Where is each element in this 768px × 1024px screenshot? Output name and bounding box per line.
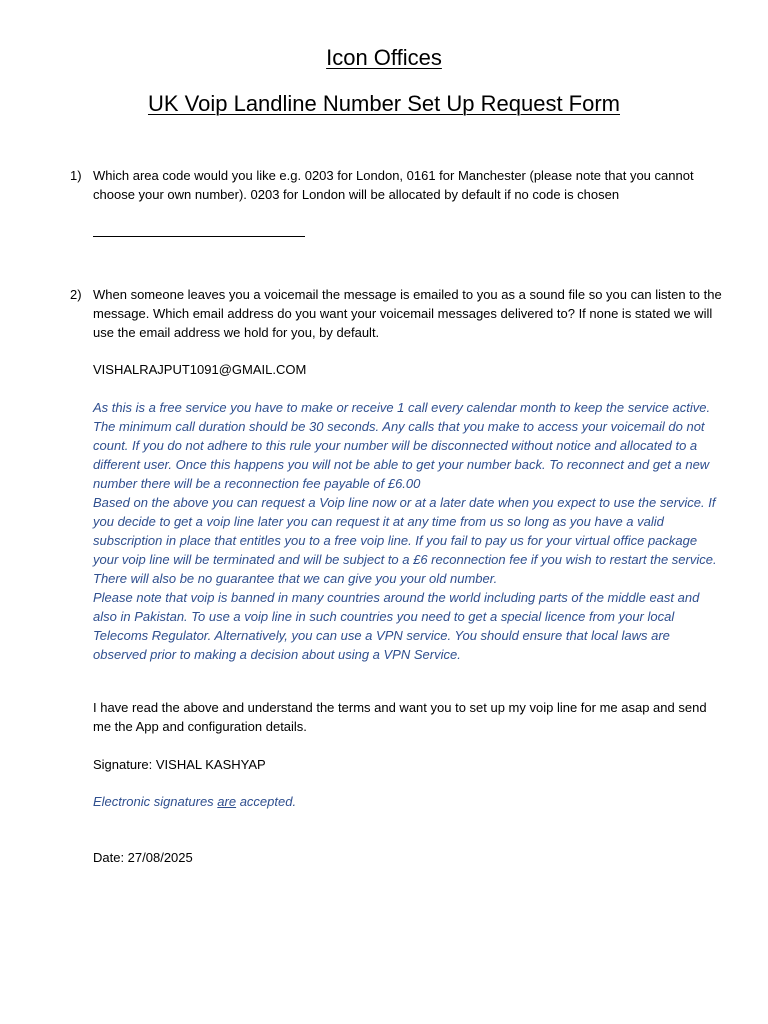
signature-line: Signature: VISHAL KASHYAP [93, 757, 266, 772]
question-text: Which area code would you like e.g. 0203 for London, 0161 for Manchester (please note that you cannot choose your own number). 0203 for London will be allocated by default if no code is chosen [93, 168, 694, 202]
question-number: 1) [70, 168, 82, 183]
question-number: 2) [70, 287, 82, 302]
agreement-statement: I have read the above and understand the terms and want you to set up my voip line for me asap and send me the App and configuration details. [93, 700, 707, 734]
question-text: When someone leaves you a voicemail the message is emailed to you as a sound file so you can listen to the message. Which email address do you want your voicemail messages delivered to? If none is stated we will use the email address we hold for you, by default. [93, 287, 722, 340]
electronic-signature-note [93, 792, 725, 811]
area-code-answer-line[interactable] [93, 236, 305, 237]
email-answer: VISHALRAJPUT1091@GMAIL.COM [93, 362, 307, 377]
date-line: Date: 27/08/2025 [93, 850, 193, 865]
form-title: UK Voip Landline Number Set Up Request Form [147, 91, 620, 116]
esig-prefix: Electronic signatures [93, 794, 218, 809]
esig-emphasis: are [217, 794, 237, 809]
notice-paragraph: Based on the above you can request a Voip line now or at a later date when you expect to use the service. If you decide to get a voip line later you can request it at any time from us so long as you have a valid subscription in place that entitles you to a free voip line. If you fail to pay us for your virtual office package your voip line will be terminated and will be subject to a £6 reconnection fee if you wish to restart the service. There will also be no guarantee that we can give you your old number. [93, 495, 717, 586]
notice-paragraph: As this is a free service you have to make or receive 1 call every calendar month to keep the service active. The minimum call duration should be 30 seconds. Any calls that you make to access your voicemail do not count. If you do not adhere to this rule your number will be disconnected without notice and allocated to a different user. Once this happens you will not be able to get your number back. To reconnect and get a new number there will be a reconnection fee payable of £6.00 [93, 400, 711, 491]
esig-suffix: accepted. [236, 794, 297, 809]
terms-notice [93, 398, 725, 664]
company-title: Icon Offices [326, 45, 442, 70]
notice-paragraph: Please note that voip is banned in many countries around the world including parts of the middle east and also in Pakistan. To use a voip line in such countries you need to get a special licence from your local Telecoms Regulator. Alternatively, you can use a VPN service. You should ensure that local laws are observed prior to making a decision about using a VPN Service. [93, 590, 700, 662]
